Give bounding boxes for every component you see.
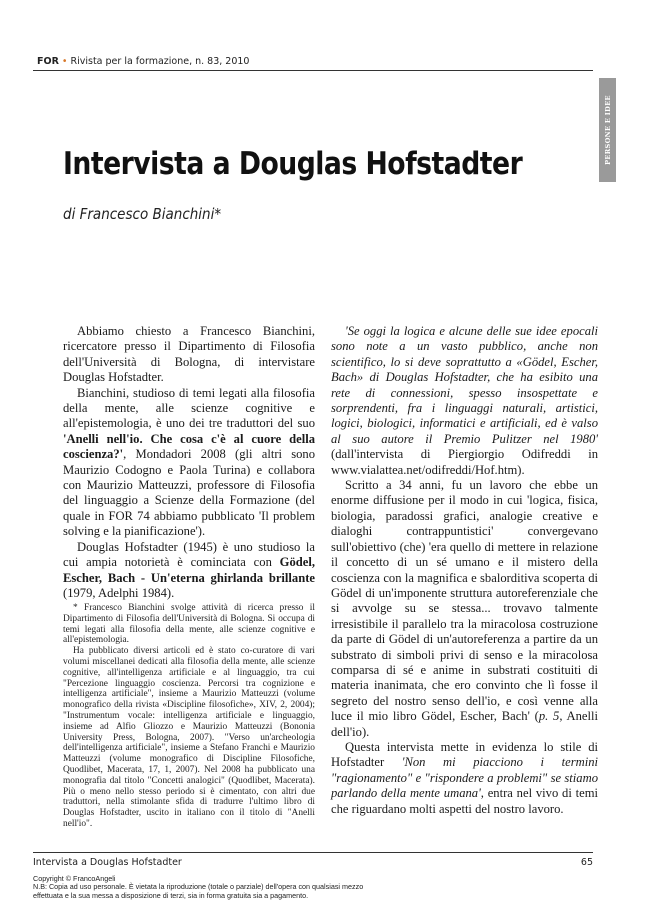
quote-source: (dall'intervista di Piergiorgio Odifreddi in www.vialattea.net/odifreddi/Hof.htm). <box>331 447 598 477</box>
hofstadter-quote: 'Non mi piacciono i termini "ragionamento" e "rispondere a problemi" se stiamo parlando della mente umana' <box>331 755 598 801</box>
usage-notice-line: effettuata e la sua messa a disposizione di terzi, sia in forma gratuita sia a pagamento. <box>33 890 309 900</box>
page-number: 65 <box>580 857 593 868</box>
book-title-anelli: 'Anelli nell'io. Che cosa c'è al cuore della coscienza?' <box>63 431 315 462</box>
author-footnote <box>63 603 315 830</box>
hofstadter-text-cont: (1979, Adelphi 1984). <box>63 585 175 600</box>
book-title-geb: Gödel, Escher, Bach - Un'eterna ghirlanda brillante <box>63 555 315 585</box>
journal-brand: FOR <box>37 56 59 67</box>
interview-paragraph <box>331 740 598 817</box>
running-footer-title: Intervista a Douglas Hofstadter <box>33 857 182 868</box>
intro-paragraph <box>63 324 315 386</box>
intro-text: Abbiamo chiesto a Francesco Bianchini, ricercatore presso il Dipartimento di Filosofia dell'Università di Bologna, di intervistare Douglas Hofstadter. <box>63 324 315 385</box>
page-reference: p. 5 <box>538 709 560 724</box>
copyright-line: Copyright © FrancoAngeli <box>33 874 116 883</box>
section-tab-label: PERSONE E IDEE <box>603 95 612 165</box>
article-byline: di Francesco Bianchini* <box>63 205 222 223</box>
article-title: Intervista a Douglas Hofstadter <box>63 146 523 182</box>
footnote-paragraph: Ha pubblicato diversi articoli ed è stato co-curatore di vari volumi miscellanei dedicati alla filosofia della mente, alle scienze cognitive, all'intelligenza artificiale e al linguaggio, tra cui "Percezione linguaggio coscienza. Percorsi tra cognizione e intelligenza artificiale", insieme a Maurizio Matteuzzi (volume monografico della rivista «Discipline filosofiche», XIV, 2, 2004); "Instrumentum vocale: intelligenza artificiale e linguaggio, insieme ad Alfio Gliozzo e Maurizio Matteuzzi (Bononia University Press, Bologna, 2007). "Verso un'archeologia dell'intelligenza artificiale", insieme a Stefano Franchi e Maurizio Matteuzzi (volume monografico di Discipline Filosofiche, Quodlibet, Macerata, 17, 1, 2007). Nel 2008 ha pubblicato una monografia dal titolo "Concetti analogici" (Quodlibet, Macerata). Più o meno nello stesso periodo si è cimentato, con altri due traduttori, nella stimolante sfida di tradurre l'ultimo libro di Douglas Hofstadter, uscito in italiano con il titolo di "Anelli nell'io". <box>63 646 315 829</box>
copyright-notice <box>33 875 363 900</box>
translator-text: Bianchini, studioso di temi legati alla filosofia della mente, alle scienze cognitive e all'epistemologia, è uno dei tre traduttori del suo <box>63 385 315 431</box>
section-tab <box>599 78 616 182</box>
left-column <box>63 324 315 601</box>
right-column <box>331 324 598 817</box>
running-header <box>37 56 249 67</box>
footnote-paragraph: * Francesco Bianchini svolge attività di ricerca presso il Dipartimento di Filosofia dell'Università di Bologna. Si occupa di temi legati alla filosofia della mente, alle scienze cognitive e all'epistemologia. <box>63 603 315 646</box>
hofstadter-paragraph <box>63 540 315 602</box>
header-rule <box>33 70 593 71</box>
odifreddi-quote: 'Se oggi la logica e alcune delle sue idee epocali sono note a un vasto pubblico, anche non scientifico, lo si deve soprattutto a «Gödel, Escher, Bach» di Douglas Hofstadter, che ha esibito una rete di connessioni, spesso insospettate e sorprendenti, fra i linguaggi naturali, artistici, logici, biologici, informatici e artificiali, ed è valso al suo autore il Premio Pulitzer nel 1980' <box>331 324 598 446</box>
geb-paragraph <box>331 478 598 740</box>
footer-rule <box>33 852 593 853</box>
translator-paragraph <box>63 386 315 540</box>
quote-paragraph <box>331 324 598 478</box>
hofstadter-text: Douglas Hofstadter (1945) è uno studioso la cui ampia notorietà è cominciata con <box>63 539 315 570</box>
interview-text: Questa intervista mette in evidenza lo stile di Hofstadter <box>331 739 598 770</box>
publication-info: Rivista per la formazione, n. 83, 2010 <box>70 56 250 67</box>
interview-text-cont: , entra nel vivo di temi che riguardano molti aspetti del nostro lavoro. <box>331 786 598 816</box>
geb-text: Scritto a 34 anni, fu un lavoro che ebbe un enorme diffusione per il modo in cui 'logica, fisica, biologia, paradossi grafici, analogie creative e dialoghi contrappuntistici' convergevano sull'obiettivo (che) 'era quello di mettere in relazione il concetto di un sé umano e il mistero della coscienza con la magnifica e sbalorditiva scoperta di Gödel di un'imponente struttura autoreferenziale che si avvolge su se stessa... trovavo talmente irresistibile il parallelo tra la miracolosa costruzione da parte di Gödel di un'autoreferenza a partire da un substrato di simboli privi di senso e la miracolosa comparsa di sé e anime in substrati costituiti di materia inanimata, che ero convinto che lì fosse il segreto del nostro senso dell'io, e così venne alla luce il mio libro Gödel, Escher, Bach' ( <box>331 478 598 724</box>
header-separator: • <box>61 56 68 67</box>
translator-text-cont: , Mondadori 2008 (gli altri sono Maurizio Codogno e Paola Turina) e collabora con Maurizio Matteuzzi, professore di Filosofia del linguaggio a Scienze della Formazione (del quale in FOR 74 abbiamo pubblicato 'Il problem solving e la pianificazione'). <box>63 447 315 539</box>
geb-text-cont: , Anelli dell'io). <box>331 709 598 739</box>
usage-notice-line: N.B: Copia ad uso personale. È vietata la riproduzione (totale o parziale) dell'opera con qualsiasi mezzo <box>33 882 364 892</box>
